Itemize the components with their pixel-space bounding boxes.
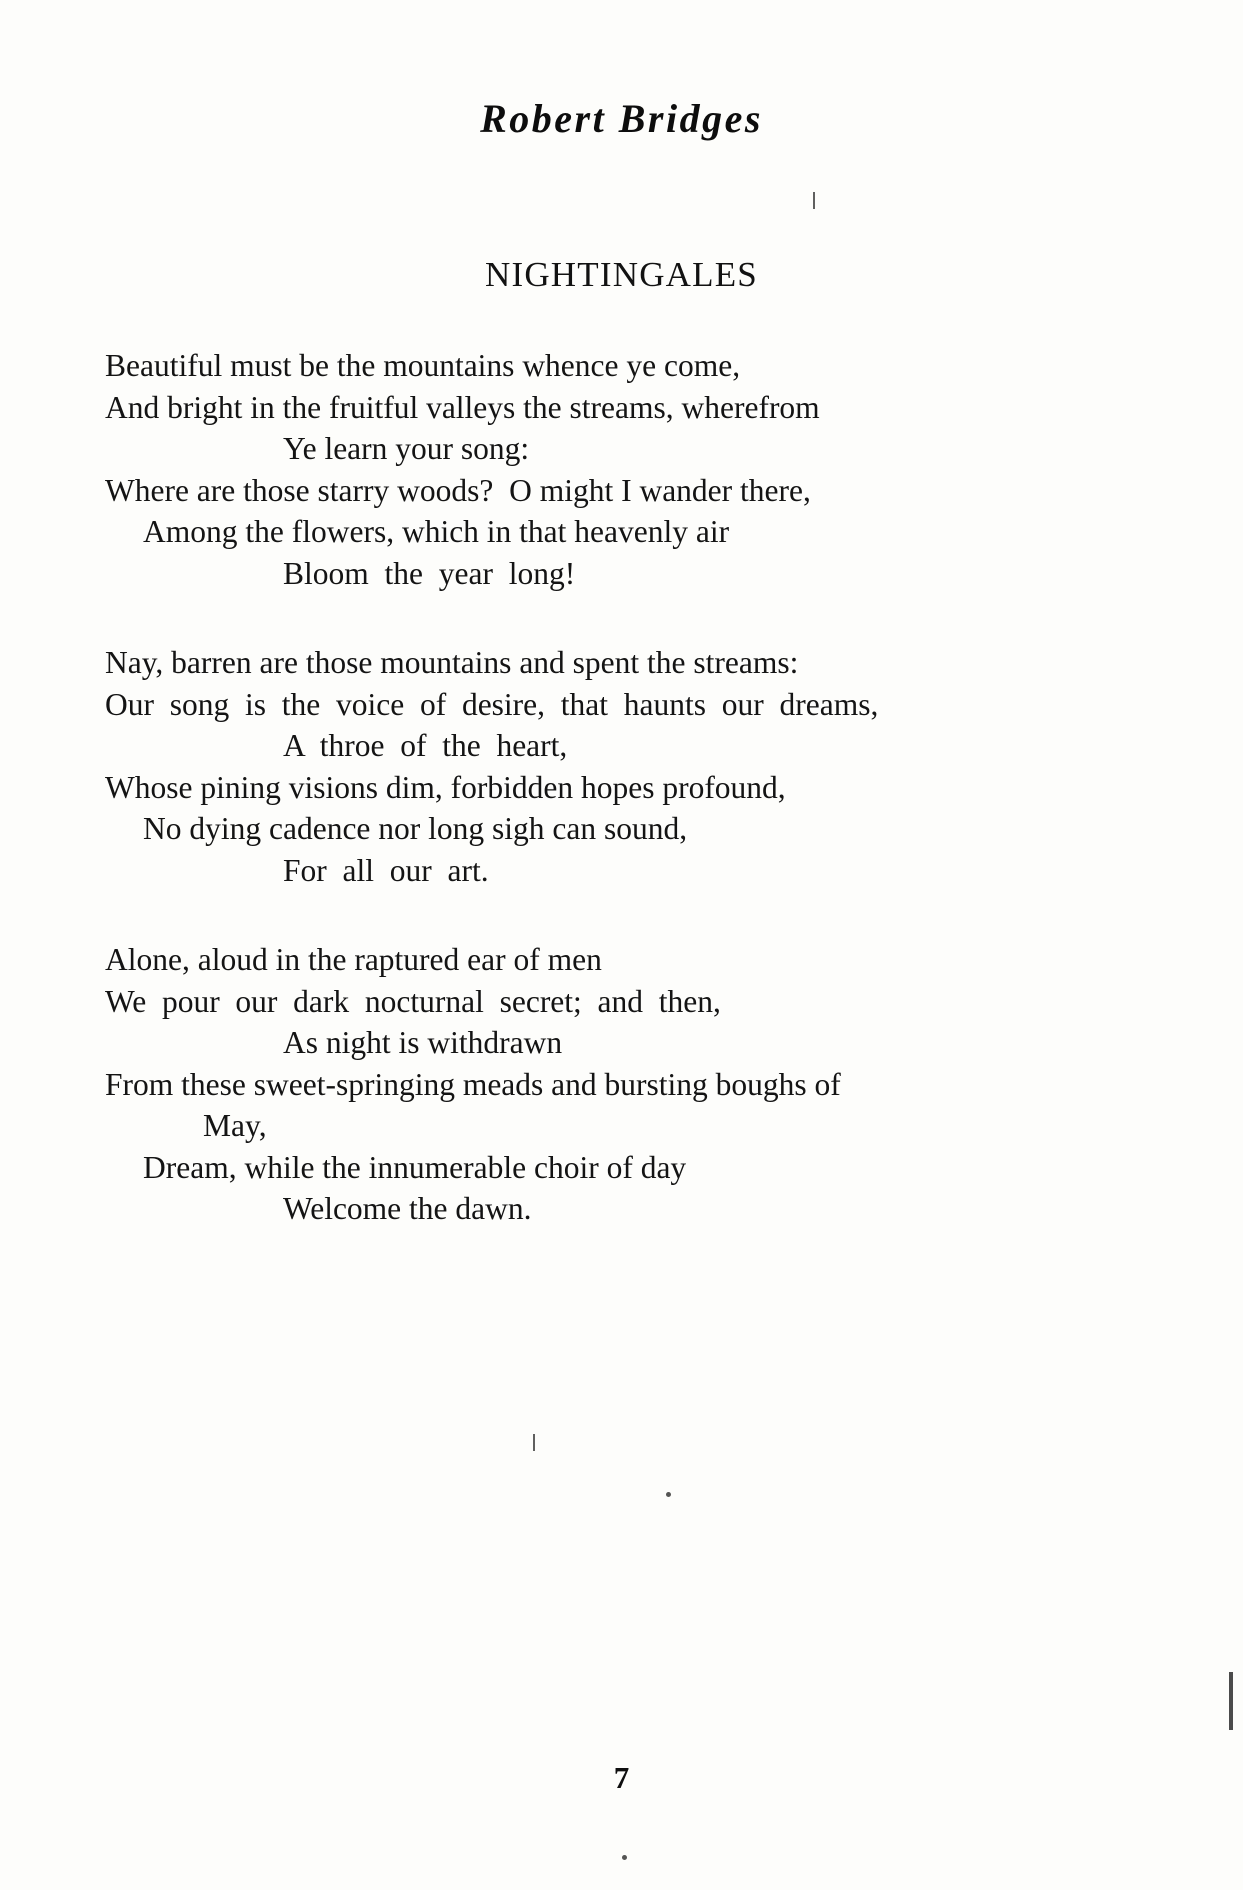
author-heading: Robert Bridges [480, 96, 763, 141]
poem-line: Where are those starry woods? O might I wander there, [105, 472, 811, 508]
ink-speck-icon [622, 1855, 627, 1860]
poem-line: For all our art. [283, 852, 489, 888]
poem-line: We pour our dark nocturnal secret; and then, [105, 983, 721, 1019]
poem-line: May, [203, 1108, 267, 1143]
poem-body [105, 345, 1135, 1278]
poem-line: Bloom the year long! [283, 555, 576, 591]
page-number: 7 [613, 1760, 630, 1795]
ink-speck-icon [813, 192, 815, 209]
poem-line: Whose pining visions dim, forbidden hopes profound, [105, 769, 786, 805]
poem-line: Dream, while the innumerable choir of day [143, 1149, 687, 1185]
poem-line: Among the flowers, which in that heavenly air [143, 514, 730, 549]
stanza [105, 345, 1135, 594]
poem-line: Our song is the voice of desire, that haunts our dreams, [105, 686, 879, 722]
ink-speck-icon [666, 1492, 671, 1497]
poem-line: From these sweet-springing meads and bursting boughs of [105, 1066, 841, 1102]
poem-line: No dying cadence nor long sigh can sound, [143, 811, 688, 846]
poem-line: Beautiful must be the mountains whence ye come, [105, 348, 741, 383]
poem-line: Nay, barren are those mountains and spent the streams: [105, 645, 799, 680]
poem-line: Ye learn your song: [283, 431, 530, 466]
stanza [105, 939, 1135, 1230]
page-edge-mark-icon [1229, 1672, 1233, 1730]
poem-line: And bright in the fruitful valleys the streams, wherefrom [105, 389, 820, 425]
poem-line: Alone, aloud in the raptured ear of men [105, 942, 602, 977]
poem-line: As night is withdrawn [283, 1025, 563, 1060]
poem-line: A throe of the heart, [283, 728, 568, 763]
poem-line: Welcome the dawn. [283, 1191, 532, 1226]
stanza [105, 642, 1135, 891]
ink-speck-icon [533, 1434, 535, 1451]
poem-title: NIGHTINGALES [485, 255, 758, 294]
